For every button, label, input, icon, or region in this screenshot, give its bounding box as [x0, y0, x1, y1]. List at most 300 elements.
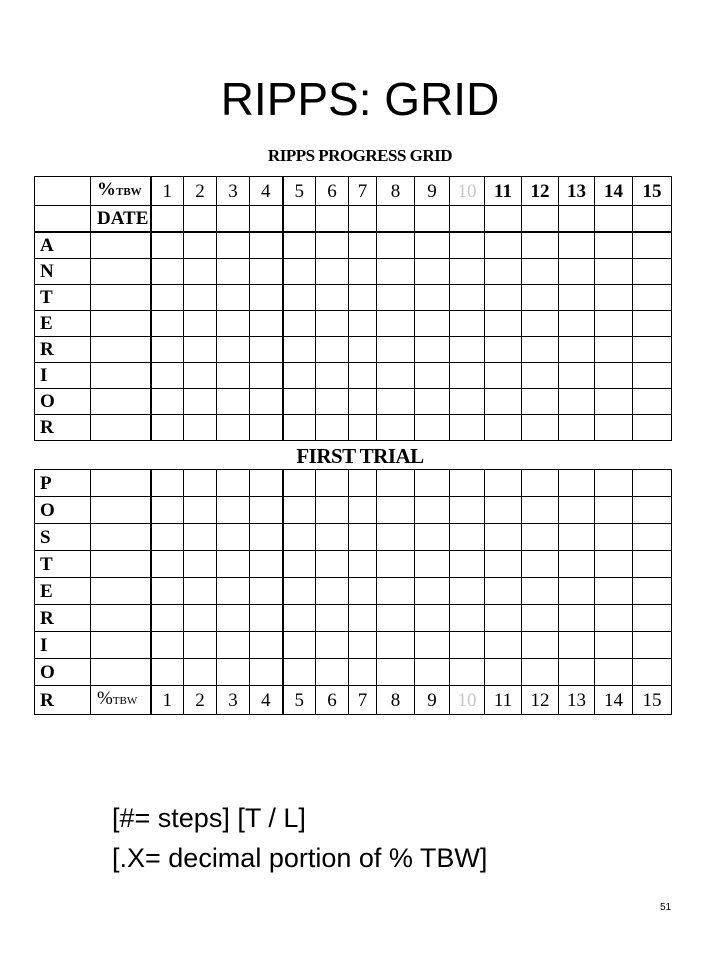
column-number-7: 7 [349, 177, 377, 206]
grid-cell [485, 232, 522, 259]
grid-cell [633, 632, 672, 659]
grid-cell [415, 363, 450, 389]
grid-cell [377, 659, 415, 686]
anterior-row [35, 389, 672, 415]
grid-cell [595, 232, 633, 259]
grid-cell [522, 659, 559, 686]
grid-cell [450, 605, 485, 632]
grid-cell [283, 206, 316, 233]
grid-cell [415, 551, 450, 578]
grid-cell [250, 415, 283, 441]
grid-cell [595, 524, 633, 551]
grid-cell [349, 259, 377, 285]
grid-cell [559, 232, 595, 259]
grid-cell [250, 470, 283, 497]
grid-cell [377, 311, 415, 337]
grid-cell [250, 363, 283, 389]
grid-cell [377, 363, 415, 389]
row-letter: R [35, 337, 91, 363]
grid-cell [522, 415, 559, 441]
column-number-3: 3 [217, 177, 250, 206]
grid-cell [250, 605, 283, 632]
grid-cell [91, 389, 151, 415]
grid-cell [559, 524, 595, 551]
grid-cell [184, 551, 217, 578]
grid-cell [377, 232, 415, 259]
grid-cell [151, 363, 184, 389]
grid-cell [522, 285, 559, 311]
grid-cell [377, 337, 415, 363]
grid-cell [91, 259, 151, 285]
date-row [35, 206, 672, 233]
grid-cell [485, 551, 522, 578]
grid-cell [217, 578, 250, 605]
grid-cell [91, 632, 151, 659]
column-number-10: 10 [450, 177, 485, 206]
grid-cell [151, 524, 184, 551]
row-letter: T [35, 285, 91, 311]
grid-cell [415, 632, 450, 659]
grid-cell [250, 259, 283, 285]
grid-cell [559, 311, 595, 337]
grid-cell [485, 605, 522, 632]
posterior-row [35, 551, 672, 578]
grid-cell [316, 232, 349, 259]
grid-cell [633, 363, 672, 389]
grid-cell [415, 232, 450, 259]
column-number-2: 2 [184, 177, 217, 206]
column-number-12: 12 [522, 686, 559, 715]
grid-cell [522, 578, 559, 605]
grid-cell [184, 470, 217, 497]
grid-cell [316, 551, 349, 578]
grid-cell [316, 415, 349, 441]
grid-cell [283, 524, 316, 551]
pct-tbw-subscript: TBW [112, 695, 138, 707]
grid-cell [485, 363, 522, 389]
column-number-5: 5 [283, 177, 316, 206]
grid-cell [415, 285, 450, 311]
grid-cell [450, 259, 485, 285]
grid-cell [217, 632, 250, 659]
row-letter: T [35, 551, 91, 578]
posterior-row [35, 497, 672, 524]
grid-cell [377, 497, 415, 524]
pct-tbw-header [91, 686, 151, 715]
grid-cell [633, 311, 672, 337]
grid-cell [349, 605, 377, 632]
grid-cell [283, 259, 316, 285]
grid-cell [522, 337, 559, 363]
grid-cell [377, 578, 415, 605]
grid-cell [450, 206, 485, 233]
row-letter: S [35, 524, 91, 551]
grid-cell [91, 470, 151, 497]
grid-cell [485, 389, 522, 415]
column-number-8: 8 [377, 686, 415, 715]
grid-cell [91, 232, 151, 259]
grid-cell [349, 578, 377, 605]
row-letter: O [35, 389, 91, 415]
grid-cell [595, 470, 633, 497]
grid-cell [283, 605, 316, 632]
row-letter: E [35, 578, 91, 605]
row-letter: N [35, 259, 91, 285]
grid-cell [250, 497, 283, 524]
grid-cell [184, 206, 217, 233]
grid-cell [595, 337, 633, 363]
grid-cell [377, 259, 415, 285]
grid-cell [595, 659, 633, 686]
grid-cell [250, 524, 283, 551]
row-letter: I [35, 632, 91, 659]
slide-title: RIPPS: GRID [220, 73, 500, 125]
grid-cell [184, 311, 217, 337]
grid-cell [377, 470, 415, 497]
column-number-11: 11 [485, 686, 522, 715]
grid-cell [559, 285, 595, 311]
grid-cell [283, 232, 316, 259]
grid-cell [559, 363, 595, 389]
grid-cell [633, 337, 672, 363]
grid-cell [217, 337, 250, 363]
column-number-9: 9 [415, 177, 450, 206]
grid-cell [316, 578, 349, 605]
grid-cell [250, 285, 283, 311]
grid-cell [415, 524, 450, 551]
grid-cell [316, 470, 349, 497]
grid-cell [184, 337, 217, 363]
anterior-row [35, 311, 672, 337]
row-letter: O [35, 659, 91, 686]
grid-cell [283, 415, 316, 441]
grid-cell [184, 632, 217, 659]
grid-cell [485, 337, 522, 363]
grid-cell [595, 363, 633, 389]
grid-cell [184, 363, 217, 389]
grid-cell [415, 337, 450, 363]
grid-cell [559, 415, 595, 441]
header-row [35, 177, 672, 206]
grid-cell [415, 470, 450, 497]
grid-cell [349, 389, 377, 415]
column-number-8: 8 [377, 177, 415, 206]
grid-cell [283, 659, 316, 686]
date-label: DATE [91, 206, 151, 233]
grid-cell [559, 259, 595, 285]
grid-cell [559, 497, 595, 524]
column-number-14: 14 [595, 686, 633, 715]
grid-cell [450, 311, 485, 337]
grid-cell [522, 232, 559, 259]
grid-title: RIPPS PROGRESS GRID [267, 146, 453, 165]
grid-cell [633, 259, 672, 285]
grid-cell [522, 206, 559, 233]
grid-cell [283, 632, 316, 659]
grid-cell [522, 363, 559, 389]
grid-cell [283, 363, 316, 389]
grid-cell [377, 206, 415, 233]
grid-cell [633, 389, 672, 415]
grid-cell [250, 578, 283, 605]
grid-cell [559, 470, 595, 497]
grid-cell [184, 659, 217, 686]
grid-cell [450, 415, 485, 441]
grid-cell [217, 470, 250, 497]
grid-cell [485, 285, 522, 311]
grid-cell [316, 363, 349, 389]
grid-cell [450, 285, 485, 311]
grid-cell [522, 605, 559, 632]
grid-cell [250, 659, 283, 686]
grid-cell [217, 659, 250, 686]
grid-cell [522, 524, 559, 551]
column-number-3: 3 [217, 686, 250, 715]
column-number-1: 1 [151, 177, 184, 206]
grid-cell [450, 363, 485, 389]
grid-cell [91, 337, 151, 363]
corner-cell [35, 177, 91, 206]
grid-cell [595, 578, 633, 605]
grid-cell [349, 415, 377, 441]
column-number-13: 13 [559, 686, 595, 715]
grid-cell [217, 285, 250, 311]
grid-cell [450, 524, 485, 551]
grid-cell [91, 524, 151, 551]
grid-cell [522, 551, 559, 578]
grid-cell [595, 206, 633, 233]
grid-cell [283, 337, 316, 363]
grid-cell [415, 659, 450, 686]
column-number-5: 5 [283, 686, 316, 715]
corner-cell [35, 206, 91, 233]
grid-cell [151, 259, 184, 285]
grid-cell [184, 259, 217, 285]
row-letter: R [35, 415, 91, 441]
row-letter: R [35, 605, 91, 632]
grid-cell [217, 232, 250, 259]
grid-cell [349, 632, 377, 659]
grid-cell [559, 578, 595, 605]
grid-cell [151, 206, 184, 233]
column-number-10: 10 [450, 686, 485, 715]
grid-cell [450, 337, 485, 363]
grid-cell [151, 470, 184, 497]
column-number-13: 13 [559, 177, 595, 206]
pct-symbol: % [97, 688, 113, 709]
grid-cell [283, 389, 316, 415]
anterior-row [35, 337, 672, 363]
grid-cell [151, 551, 184, 578]
grid-cell [559, 206, 595, 233]
grid-cell [217, 206, 250, 233]
grid-cell [415, 206, 450, 233]
footnote-steps: [#= steps] [T / L] [112, 803, 306, 833]
grid-cell [485, 578, 522, 605]
grid-cell [217, 524, 250, 551]
grid-cell [485, 259, 522, 285]
grid-cell [485, 470, 522, 497]
grid-cell [485, 311, 522, 337]
grid-cell [595, 259, 633, 285]
grid-cell [349, 232, 377, 259]
anterior-row [35, 363, 672, 389]
column-number-6: 6 [316, 177, 349, 206]
posterior-footer-row [35, 686, 672, 715]
posterior-row [35, 605, 672, 632]
grid-cell [151, 497, 184, 524]
grid-cell [485, 497, 522, 524]
column-number-14: 14 [595, 177, 633, 206]
grid-cell [250, 232, 283, 259]
grid-cell [349, 524, 377, 551]
anterior-row [35, 415, 672, 441]
grid-cell [151, 415, 184, 441]
grid-cell [91, 578, 151, 605]
grid-cell [316, 311, 349, 337]
grid-cell [595, 551, 633, 578]
footnote-decimal: [.X= decimal portion of % TBW] [112, 843, 488, 873]
grid-cell [522, 259, 559, 285]
row-letter: I [35, 363, 91, 389]
grid-cell [633, 470, 672, 497]
grid-cell [184, 524, 217, 551]
grid-cell [377, 524, 415, 551]
grid-cell [151, 285, 184, 311]
grid-cell [450, 659, 485, 686]
grid-cell [595, 415, 633, 441]
grid-cell [151, 389, 184, 415]
grid-cell [217, 363, 250, 389]
column-number-15: 15 [633, 177, 672, 206]
grid-cell [595, 497, 633, 524]
grid-cell [349, 470, 377, 497]
grid-cell [250, 389, 283, 415]
grid-cell [151, 605, 184, 632]
grid-cell [151, 632, 184, 659]
grid-cell [559, 551, 595, 578]
grid-cell [349, 337, 377, 363]
grid-cell [151, 659, 184, 686]
grid-cell [283, 470, 316, 497]
grid-cell [633, 285, 672, 311]
grid-cell [595, 632, 633, 659]
grid-cell [595, 389, 633, 415]
grid-cell [559, 605, 595, 632]
pct-tbw-header [91, 177, 151, 206]
grid-cell [349, 285, 377, 311]
grid-cell [151, 311, 184, 337]
grid-cell [250, 206, 283, 233]
column-number-6: 6 [316, 686, 349, 715]
grid-cell [450, 632, 485, 659]
grid-cell [485, 415, 522, 441]
column-number-1: 1 [151, 686, 184, 715]
posterior-row [35, 578, 672, 605]
grid-cell [349, 659, 377, 686]
grid-cell [485, 206, 522, 233]
grid-cell [316, 389, 349, 415]
grid-cell [349, 497, 377, 524]
grid-cell [450, 470, 485, 497]
grid-cell [91, 415, 151, 441]
grid-cell [217, 415, 250, 441]
grid-cell [283, 497, 316, 524]
grid-cell [283, 285, 316, 311]
grid-cell [316, 659, 349, 686]
column-number-7: 7 [349, 686, 377, 715]
grid-cell [349, 551, 377, 578]
pct-tbw-subscript: TBW [116, 186, 142, 198]
grid-cell [151, 578, 184, 605]
row-letter: O [35, 497, 91, 524]
grid-cell [450, 497, 485, 524]
grid-cell [450, 389, 485, 415]
anterior-row [35, 232, 672, 259]
grid-cell [184, 389, 217, 415]
grid-cell [633, 232, 672, 259]
grid-cell [91, 605, 151, 632]
column-number-4: 4 [250, 686, 283, 715]
grid-cell [217, 389, 250, 415]
page-number: 51 [660, 902, 672, 913]
grid-cell [450, 578, 485, 605]
grid-cell [522, 470, 559, 497]
grid-cell [283, 578, 316, 605]
grid-cell [250, 337, 283, 363]
row-letter: A [35, 232, 91, 259]
row-letter: P [35, 470, 91, 497]
grid-cell [595, 311, 633, 337]
grid-cell [349, 311, 377, 337]
grid-cell [559, 389, 595, 415]
row-letter: R [35, 686, 91, 715]
grid-cell [415, 389, 450, 415]
grid-cell [633, 659, 672, 686]
grid-cell [633, 524, 672, 551]
grid-cell [316, 632, 349, 659]
grid-cell [633, 551, 672, 578]
grid-cell [377, 551, 415, 578]
grid-cell [316, 259, 349, 285]
posterior-row [35, 470, 672, 497]
posterior-grid [34, 469, 672, 715]
grid-cell [377, 415, 415, 441]
pct-symbol: % [97, 179, 116, 200]
column-number-12: 12 [522, 177, 559, 206]
grid-cell [316, 605, 349, 632]
grid-cell [184, 285, 217, 311]
anterior-row [35, 259, 672, 285]
grid-cell [377, 389, 415, 415]
grid-cell [377, 632, 415, 659]
grid-cell [415, 311, 450, 337]
grid-cell [415, 259, 450, 285]
grid-cell [415, 415, 450, 441]
grid-cell [415, 497, 450, 524]
grid-cell [283, 551, 316, 578]
grid-cell [184, 232, 217, 259]
grid-cell [151, 232, 184, 259]
grid-cell [316, 524, 349, 551]
grid-cell [217, 311, 250, 337]
column-number-11: 11 [485, 177, 522, 206]
grid-cell [283, 311, 316, 337]
grid-cell [184, 605, 217, 632]
grid-cell [633, 497, 672, 524]
column-number-15: 15 [633, 686, 672, 715]
grid-cell [633, 605, 672, 632]
